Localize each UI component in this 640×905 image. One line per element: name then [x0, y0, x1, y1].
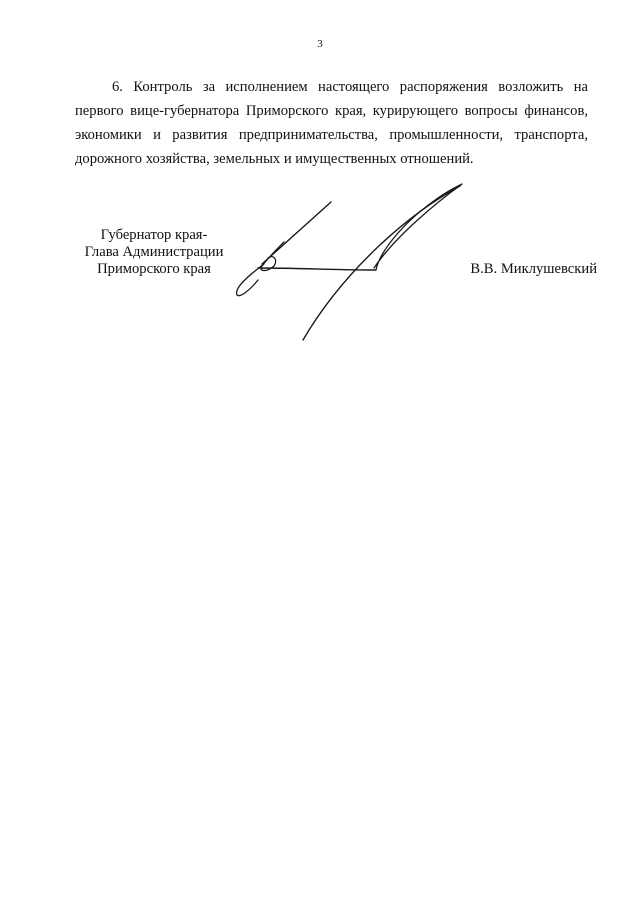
signatory-position [74, 227, 234, 278]
signature-stroke-hook [237, 264, 264, 296]
signature-stroke-right-loop [374, 184, 462, 270]
page-number: 3 [317, 38, 323, 50]
signatory-title-line-2: Глава Администрации [84, 244, 224, 260]
paragraph-6: 6. Контроль за исполнением настоящего распоряжения возложить на первого вице-губернатора Приморского края, курирующего вопросы финансов, экономики и развития предпринимательства, промышленности, транспорта, дорожного хозяйства, земельных и имущественных отношений. [75, 79, 588, 167]
signature-stroke-loop [261, 242, 284, 271]
signatory-title-line-3: Приморского края [97, 261, 211, 277]
signatory-title-line-1: Губернатор края- [100, 227, 208, 243]
signature-stroke-horizontal [258, 268, 376, 270]
handwritten-signature [228, 180, 476, 345]
signer-name: В.В. Миклушевский [470, 261, 597, 277]
signature-stroke-long [303, 186, 460, 340]
